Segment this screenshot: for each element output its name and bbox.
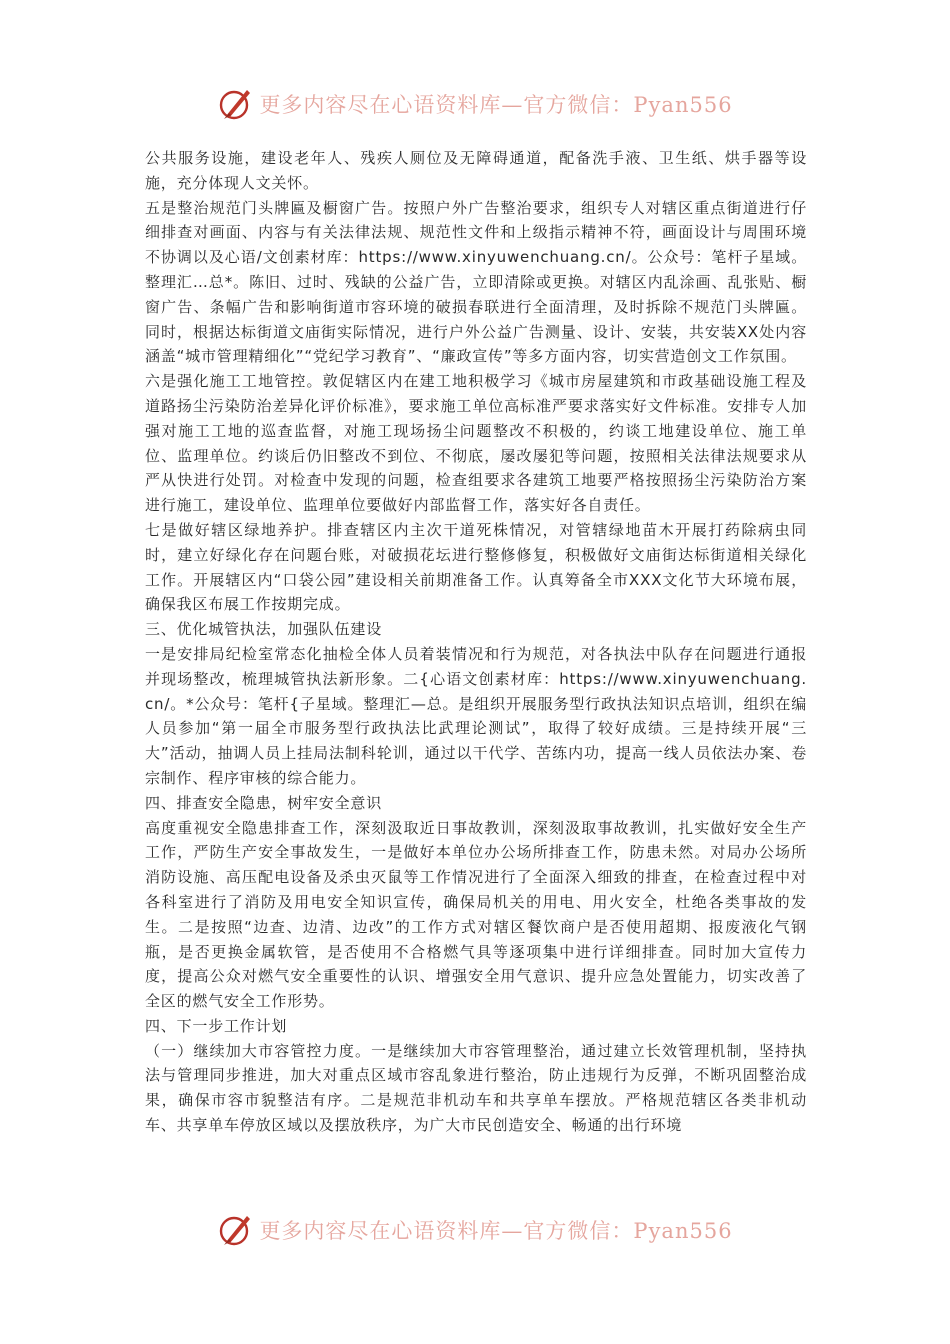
paragraph-public-facilities: 公共服务设施，建设老年人、残疾人厕位及无障碍通道，配备洗手液、卫生纸、烘手器等设施，充分体现人文关怀。 [145,149,807,192]
paragraph-construction-control: 六是强化施工工地管控。敦促辖区内在建工地积极学习《城市房屋建筑和市政基础设施工程及道路扬尘污染防治差异化评价标准》，要求施工单位高标准严要求落实好文件标准。安排专人加强对施工工地的巡查监督，对施工现场扬尘问题整改不积极的，约谈工地建设单位、施工单位、监理单位。约谈后仍旧整改不到位、不彻底，屡改屡犯等问题，按照相关法律法规要求从严从快进行处罚。对检查中发现的问题，检查组要求各建筑工地要严格按照扬尘污染防治方案进行施工，建设单位、监理单位要做好内部监督工作，落实好各自责任。 [145,372,807,515]
banner-text: 更多内容尽在心语资料库—官方微信：Pyan556 [259,93,733,117]
document-body [145,146,807,1138]
banner-text: 更多内容尽在心语资料库—官方微信：Pyan556 [259,1219,733,1243]
section-heading-next-plan: 四、下一步工作计划 [145,1016,288,1035]
footer-banner [0,1208,950,1252]
paragraph-green-maintenance: 七是做好辖区绿地养护。排查辖区内主次干道死株情况，对管辖绿地苗木开展打药除病虫同时，建立好绿化存在问题台账，对破损花坛进行整修修复，积极做好文庙街达标街道相关绿化工作。开展辖区内“口袋公园”建设相关前期准备工作。认真筹备全市XXX文化节大环境布展，确保我区布展工作按期完成。 [145,520,807,614]
paragraph-next-plan: （一）继续加大市容管控力度。一是继续加大市容管理整治，通过建立长效管理机制，坚持执法与管理同步推进，加大对重点区域市容乱象进行整治，防止违规行为反弹，不断巩固整治成果，确保市容市貌整洁有序。二是规范非机动车和共享单车摆放。严格规范辖区各类非机动车、共享单车停放区域以及摆放秩序，为广大市民创造安全、畅通的出行环境 [145,1041,807,1135]
header-banner [0,82,950,126]
section-heading-enforcement: 三、优化城管执法，加强队伍建设 [145,620,383,639]
quill-pen-logo-icon [217,1212,253,1248]
paragraph-storefront-signs: 五是整治规范门头牌匾及橱窗广告。按照户外广告整治要求，组织专人对辖区重点街道进行仔细排查对画面、内容与有关法律法规、规范性文件和上级指示精神不符，画面设计与周围环境不协调以及心语/文创素材库：https://www.xinyuwenchuang.cn/。公众号：笔杆子星域。整理汇…总*。陈旧、过时、残缺的公益广告，立即清除或更换。对辖区内乱涂画、乱张贴、橱窗广告、条幅广告和影响街道市容环境的破损春联进行全面清理，及时拆除不规范门头牌匾。同时，根据达标街道文庙街实际情况，进行户外公益广告测量、设计、安装，共安装XX处内容涵盖“城市管理精细化”“党纪学习教育”、“廉政宣传”等多方面内容，切实营造创文工作氛围。 [145,198,807,366]
quill-pen-logo-icon [217,86,253,122]
section-heading-safety: 四、排查安全隐患，树牢安全意识 [145,793,383,812]
paragraph-safety: 高度重视安全隐患排查工作，深刻汲取近日事故教训，深刻汲取事故教训，扎实做好安全生产工作，严防生产安全事故发生，一是做好本单位办公场所排查工作，防患未然。对局办公场所消防设施、高压配电设备及杀虫灭鼠等工作情况进行了全面深入细致的排查，在检查过程中对各科室进行了消防及用电安全知识宣传，确保局机关的用电、用火安全，杜绝各类事故的发生。二是按照“边查、边清、边改”的工作方式对辖区餐饮商户是否使用超期、报废液化气钢瓶，是否更换金属软管，是否使用不合格燃气具等逐项集中进行详细排查。同时加大宣传力度，提高公众对燃气安全重要性的认识、增强安全用气意识、提升应急处置能力，切实改善了全区的燃气安全工作形势。 [145,818,807,1011]
paragraph-enforcement: 一是安排局纪检室常态化抽检全体人员着装情况和行为规范，对各执法中队存在问题进行通报并现场整改，梳理城管执法新形象。二{心语文创素材库：https://www.xinyuwenchuang.cn/。*公众号：笔杆{子星域。整理汇—总。是组织开展服务型行政执法知识点培训，组织在编人员参加“第一届全市服务型行政执法比武理论测试”，取得了较好成绩。三是持续开展“三大”活动，抽调人员上挂局法制科轮训，通过以干代学、苦练内功，提高一线人员依法办案、卷宗制作、程序审核的综合能力。 [145,644,807,787]
